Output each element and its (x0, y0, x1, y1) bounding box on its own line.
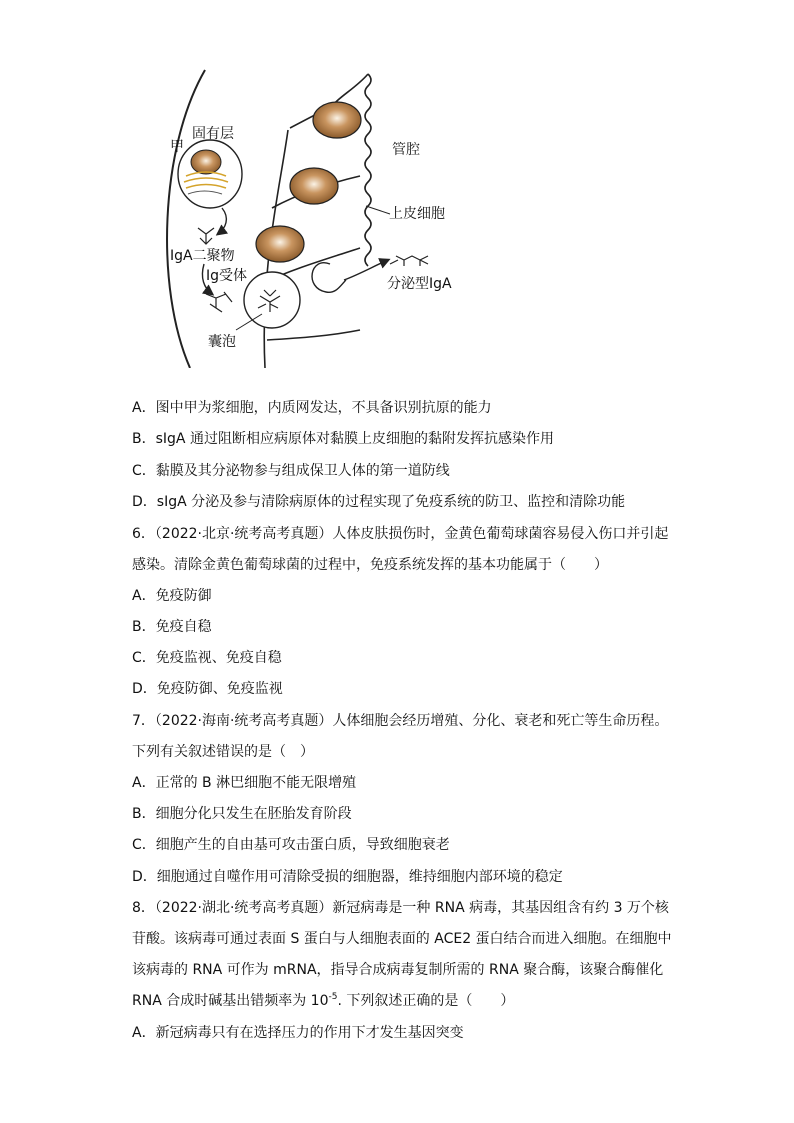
q7-option-a: A．正常的 B 淋巴细胞不能无限增殖 (132, 775, 357, 791)
label-vesicle: 囊泡 (208, 334, 236, 350)
q8-stem-line3: 该病毒的 RNA 可作为 mRNA，指导合成病毒复制所需的 RNA 聚合酶，该聚合酶催化 (132, 962, 664, 978)
q5-option-b: B．sIgA 通过阻断相应病原体对黏膜上皮细胞的黏附发挥抗感染作用 (132, 431, 554, 447)
q7-stem-line2: 下列有关叙述错误的是（ ） (132, 744, 314, 760)
iga-dimer-icon (198, 228, 214, 244)
label-ig-receptor: Ig受体 (206, 268, 248, 284)
nucleus-3 (256, 226, 304, 262)
label-secretory-iga: 分泌型IgA (387, 276, 452, 292)
q7-option-d: D．细胞通过自噬作用可清除受损的细胞器，维持细胞内部环境的稳定 (132, 869, 563, 885)
label-lumen: 管腔 (392, 142, 420, 158)
q8-stem-line1: 8．（2022·湖北·统考高考真题）新冠病毒是一种 RNA 病毒，其基因组含有约 3 万个核 (132, 900, 669, 916)
q6-option-d: D．免疫防御、免疫监视 (132, 681, 283, 697)
q8-stem-line4 (132, 991, 514, 1011)
nucleus-2 (290, 168, 338, 204)
q6-stem-line1: 6．（2022·北京·统考高考真题）人体皮肤损伤时，金黄色葡萄球菌容易侵入伤口并引起 (132, 526, 669, 542)
q7-stem-line1: 7．（2022·海南·统考高考真题）人体细胞会经历增殖、分化、衰老和死亡等生命历程。 (132, 713, 669, 729)
q6-option-b: B．免疫自稳 (132, 619, 212, 635)
q5-option-c: C．黏膜及其分泌物参与组成保卫人体的第一道防线 (132, 463, 450, 479)
q8-stem-line2: 苷酸。该病毒可通过表面 S 蛋白与人细胞表面的 ACE2 蛋白结合而进入细胞。在细胞中 (132, 931, 672, 947)
apical-membrane (365, 74, 371, 266)
immune-diagram (160, 68, 480, 368)
label-epithelial: 上皮细胞 (389, 206, 445, 222)
label-iga-dimer: IgA二聚物 (170, 248, 235, 264)
q6-stem-line2: 感染。清除金黄色葡萄球菌的过程中，免疫系统发挥的基本功能属于（ ） (132, 557, 608, 573)
tissue-arc (167, 70, 205, 368)
label-lamina: 固有层 (192, 126, 234, 142)
q7-option-c: C．细胞产生的自由基可攻击蛋白质，导致细胞衰老 (132, 837, 450, 853)
q8-option-a: A．新冠病毒只有在选择压力的作用下才发生基因突变 (132, 1025, 464, 1041)
q5-option-d: D．sIgA 分泌及参与清除病原体的过程实现了免疫系统的防卫、监控和清除功能 (132, 494, 626, 510)
q6-option-a: A．免疫防御 (132, 588, 212, 604)
ig-receptor-icon (206, 292, 232, 312)
q8-line4-pre: RNA 合成时碱基出错频率为 10 (132, 993, 329, 1009)
q8-line4-post: . 下列叙述正确的是（ ） (337, 993, 515, 1009)
q7-option-b: B．细胞分化只发生在胚胎发育阶段 (132, 806, 352, 822)
secretory-iga-icon (390, 256, 428, 266)
label-jia: 甲 (170, 139, 184, 155)
nucleus-1 (313, 102, 361, 138)
q6-option-c: C．免疫监视、免疫自稳 (132, 650, 282, 666)
q5-option-a: A．图中甲为浆细胞，内质网发达，不具备识别抗原的能力 (132, 400, 492, 416)
q8-exponent: -5 (328, 992, 338, 1002)
